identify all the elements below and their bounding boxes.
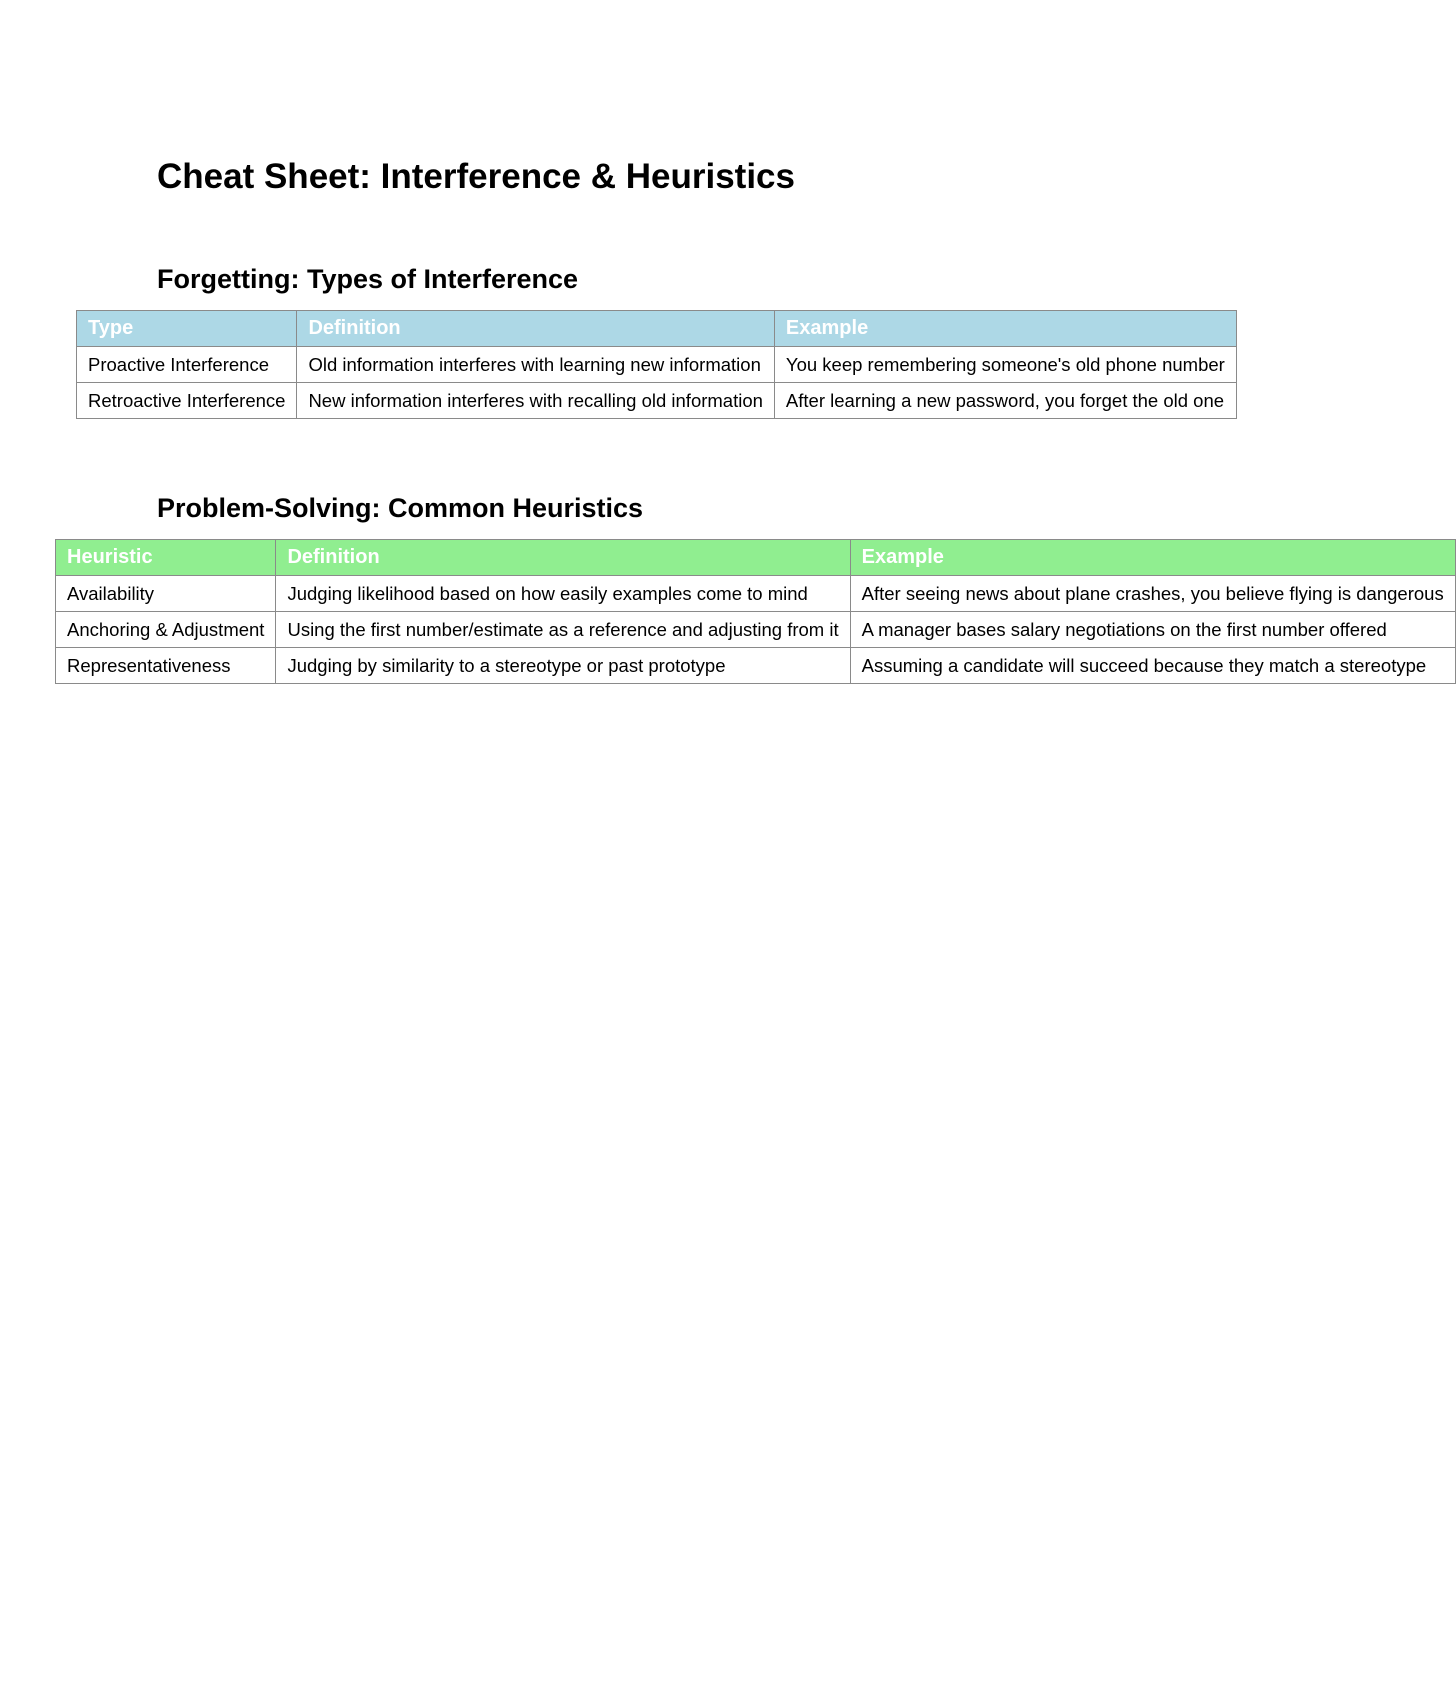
table-row — [56, 576, 1456, 612]
interference-section-heading: Forgetting: Types of Interference — [157, 264, 579, 294]
table-row — [77, 383, 1237, 419]
cell-heuristic: Anchoring & Adjustment — [56, 612, 276, 648]
page-title: Cheat Sheet: Interference & Heuristics — [157, 157, 795, 196]
heuristics-table — [55, 539, 1456, 684]
cell-definition: Old information interferes with learning new information — [297, 347, 774, 383]
cell-definition: Judging likelihood based on how easily examples come to mind — [276, 576, 850, 612]
cell-example: You keep remembering someone's old phone number — [774, 347, 1236, 383]
column-header-heuristic: Heuristic — [56, 540, 276, 576]
cell-type: Proactive Interference — [77, 347, 297, 383]
table-row — [56, 648, 1456, 684]
table-header-row — [77, 311, 1237, 347]
column-header-definition: Definition — [276, 540, 850, 576]
cell-example: After learning a new password, you forget the old one — [774, 383, 1236, 419]
column-header-definition: Definition — [297, 311, 774, 347]
cell-type: Retroactive Interference — [77, 383, 297, 419]
table-header-row — [56, 540, 1456, 576]
cell-heuristic: Representativeness — [56, 648, 276, 684]
cell-definition: Using the first number/estimate as a reference and adjusting from it — [276, 612, 850, 648]
column-header-type: Type — [77, 311, 297, 347]
interference-table — [76, 310, 1237, 419]
column-header-example: Example — [774, 311, 1236, 347]
heuristics-section-heading: Problem-Solving: Common Heuristics — [157, 493, 644, 523]
column-header-example: Example — [850, 540, 1455, 576]
cell-example: After seeing news about plane crashes, you believe flying is dangerous — [850, 576, 1455, 612]
table-row — [77, 347, 1237, 383]
table-row — [56, 612, 1456, 648]
cell-definition: Judging by similarity to a stereotype or past prototype — [276, 648, 850, 684]
cell-example: Assuming a candidate will succeed because they match a stereotype — [850, 648, 1455, 684]
cell-example: A manager bases salary negotiations on the first number offered — [850, 612, 1455, 648]
cell-definition: New information interferes with recalling old information — [297, 383, 774, 419]
cell-heuristic: Availability — [56, 576, 276, 612]
